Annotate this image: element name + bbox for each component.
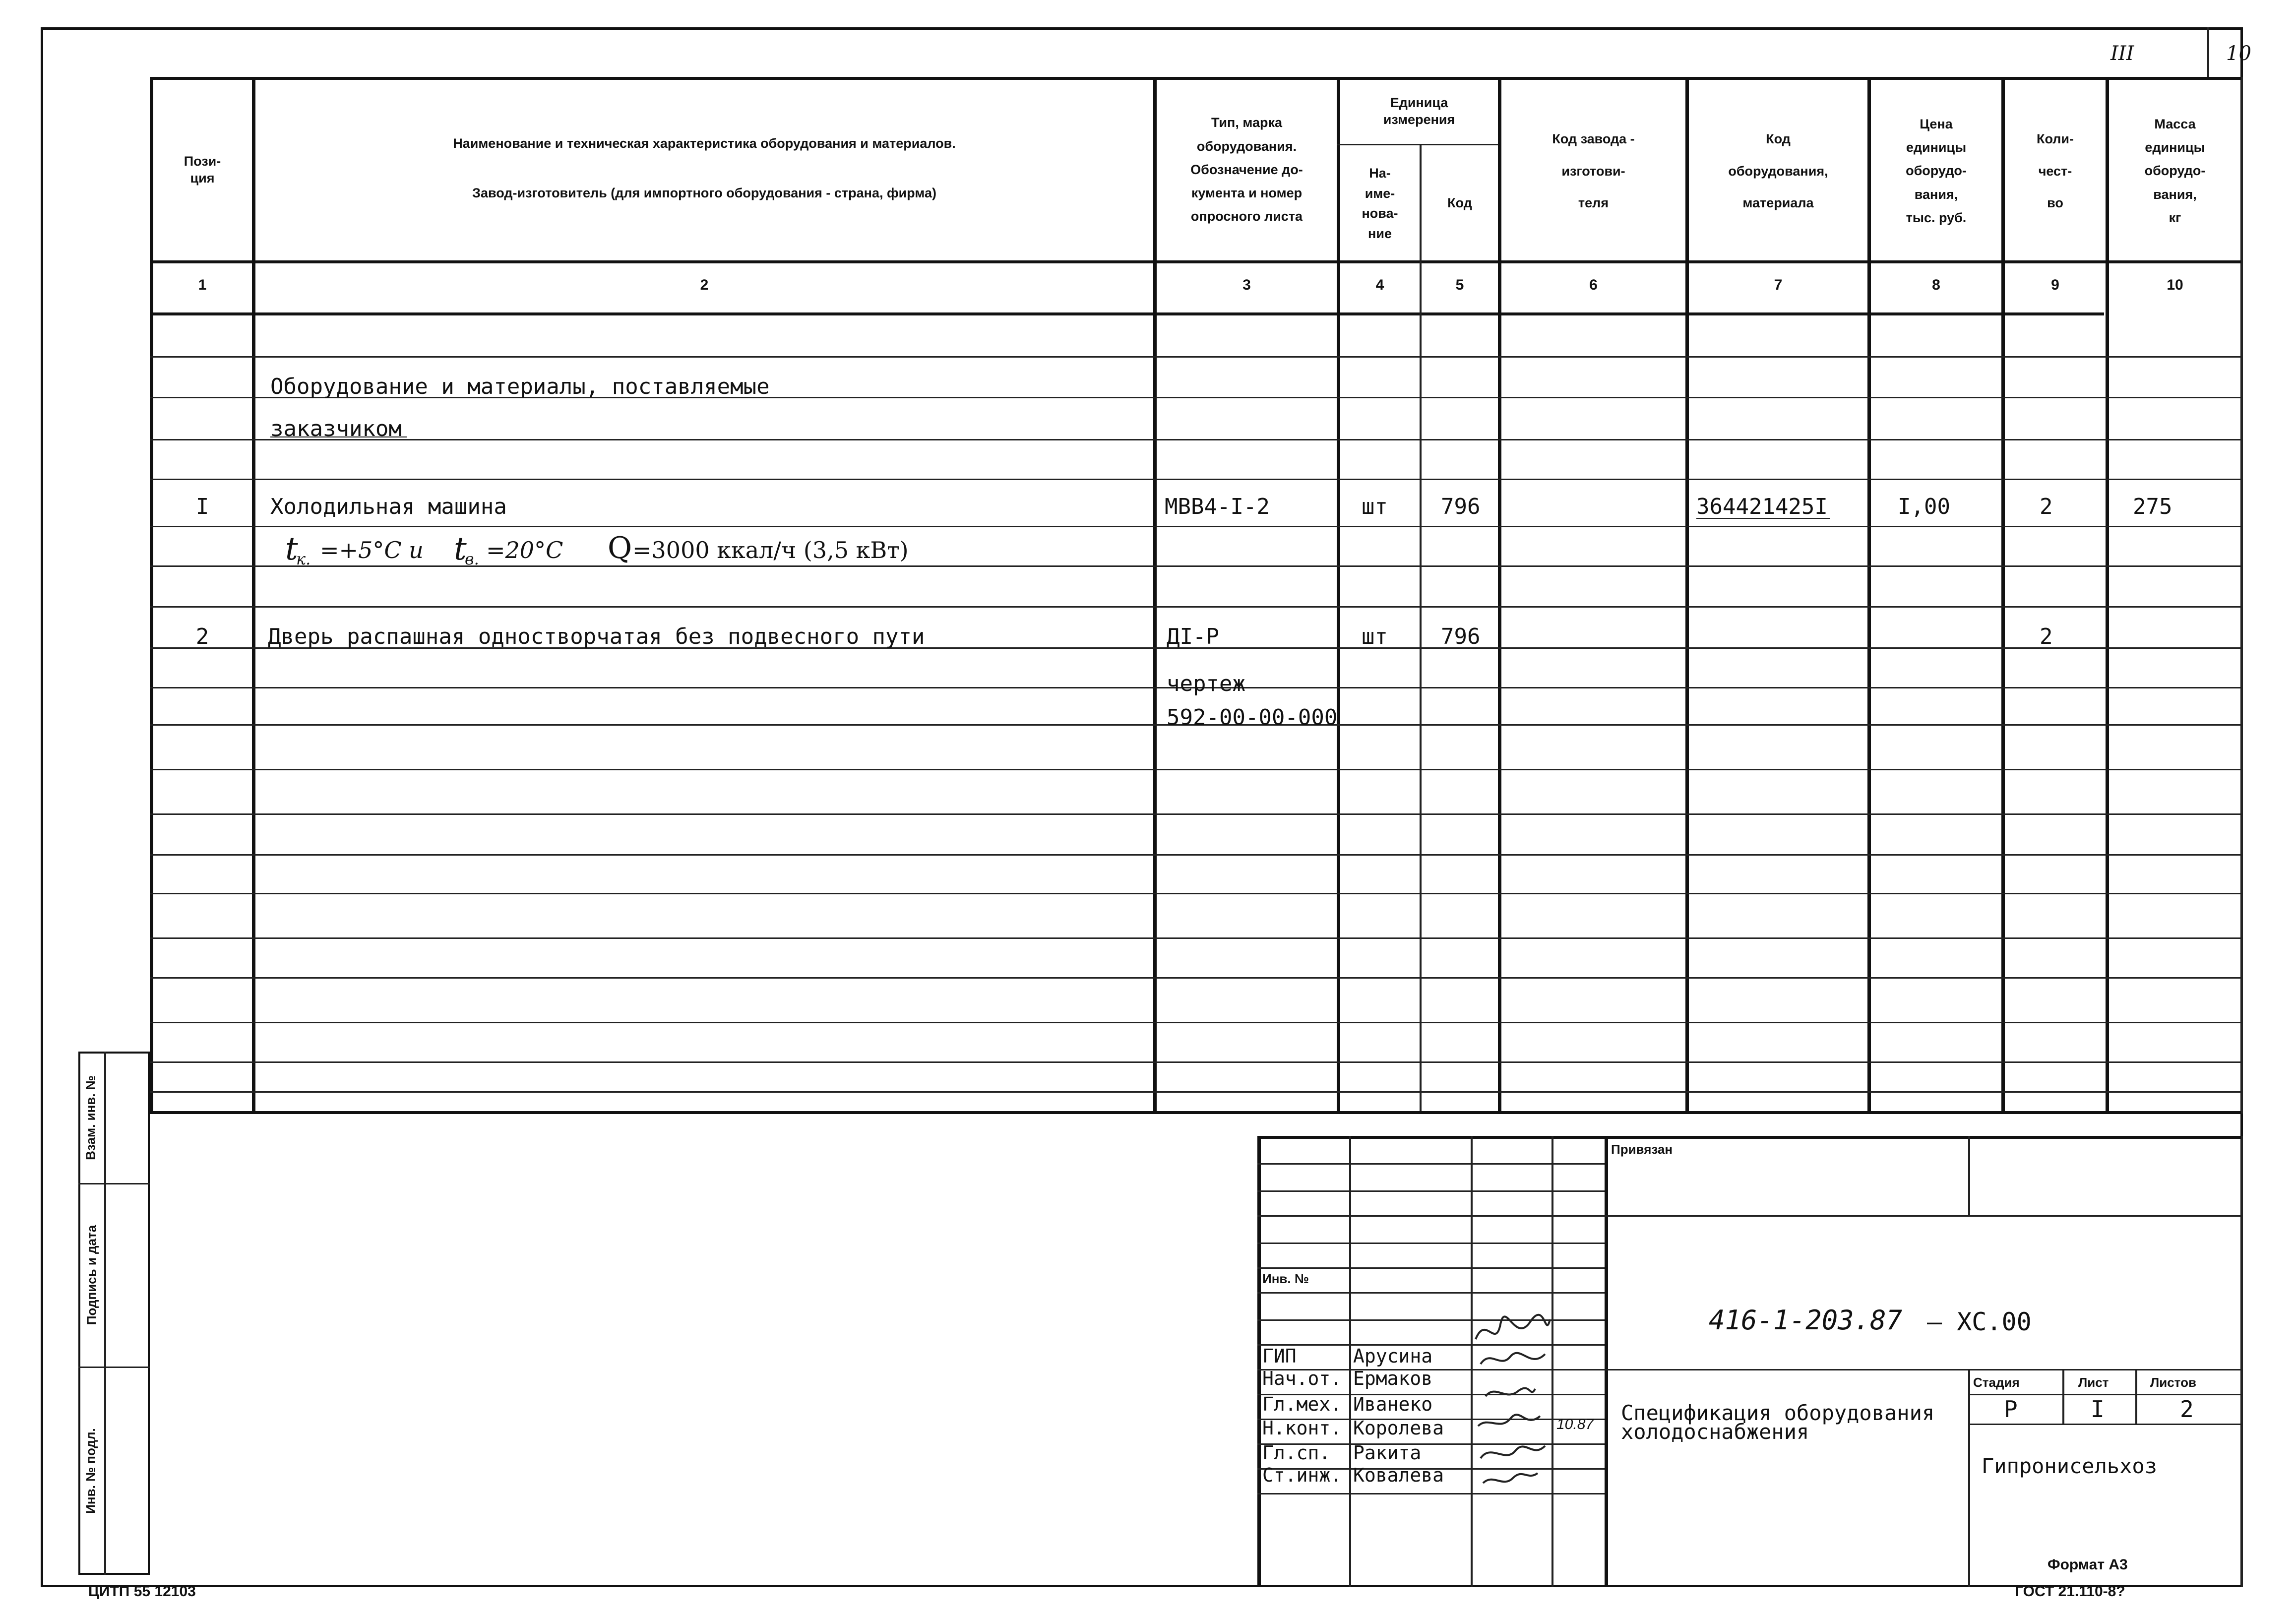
item1-price: I,00 (1898, 494, 1950, 519)
side-stamp-divider (104, 1052, 106, 1575)
param-tk-sub: к. (296, 550, 311, 568)
header-factory-code: Код завода - изготови- теля (1552, 131, 1635, 211)
item1-parameters (285, 531, 1079, 568)
signatures-handwritten (1471, 1309, 1555, 1498)
header-position: Пози- ция (184, 153, 221, 186)
section-title-line2: заказчиком (270, 416, 402, 441)
title-block-person-name: Ковалева (1353, 1464, 1444, 1486)
header-unit-name: На- име- нова- ние (1362, 166, 1398, 241)
tb-col-e (1968, 1136, 1970, 1215)
tb-stage-value: Р (2004, 1396, 2018, 1423)
item1-quantity: 2 (2040, 494, 2053, 519)
tb-privyazan-label: Привязан (1611, 1142, 1673, 1157)
table-colnum-bottom (150, 312, 2104, 315)
sheet-top-left: III (2110, 42, 2134, 65)
header-type: Тип, марка оборудования. Обозначение до- кумента и номер опросного листа (1190, 115, 1303, 224)
title-block-row-line (1257, 1215, 1605, 1217)
tb-top (1257, 1136, 2243, 1139)
item1-equipment-code: 364421425I (1696, 494, 1828, 519)
table-row-line (150, 439, 2243, 440)
header-mass: Масса единицы оборудо- вания, кг (2144, 116, 2206, 225)
table-row-line (150, 356, 2243, 358)
table-row-line (150, 854, 2243, 856)
title-block-row-line (1257, 1267, 1605, 1269)
table-row-line (150, 977, 2243, 979)
tb-col-right (2241, 1136, 2243, 1587)
tb-date-note: 10.87 (1556, 1416, 1594, 1432)
side-stamp-row2 (78, 1367, 150, 1368)
side-stamp-orig-inv: Инв. № подл. (83, 1428, 98, 1514)
table-row-line (150, 1091, 2243, 1093)
col-line-10 (2241, 77, 2243, 1114)
col-line-1 (252, 77, 255, 1114)
table-row-line (150, 893, 2243, 894)
col-line-3 (1337, 77, 1340, 1114)
param-tk-value: =+5°С и (320, 537, 424, 563)
title-block-row-line (1257, 1292, 1605, 1294)
header-name-line1: Наименование и техническая характеристика оборудования и материалов. (453, 136, 956, 151)
param-q-value: =3000 ккал/ч (3,5 кВт) (632, 537, 909, 563)
tb-inv-label: Инв. № (1262, 1271, 1309, 1286)
tb-left (1257, 1136, 1261, 1587)
side-stamp-row1 (78, 1183, 150, 1184)
col-number-6: 6 (1589, 277, 1598, 293)
tb-code-bottom (1605, 1369, 2243, 1370)
item1-position: I (195, 494, 209, 519)
col-number-9: 9 (2051, 277, 2059, 293)
title-block-row-line (1257, 1243, 1605, 1244)
footer-gost: ГОСТ 21.110-8? (2015, 1583, 2125, 1600)
col-line-2 (1153, 77, 1157, 1114)
col-line-5 (1498, 77, 1501, 1114)
item2-doc-line1: чертеж (1167, 671, 1245, 696)
col-number-8: 8 (1932, 277, 1940, 293)
item1-unit: шт (1362, 494, 1388, 519)
col-number-10: 10 (2167, 277, 2183, 293)
title-block-person-name: Ракита (1353, 1442, 1422, 1464)
item2-name: Дверь распашная одностворчатая без подвесного пути (268, 624, 925, 649)
col-line-6 (1685, 77, 1689, 1114)
tb-title-line1: Спецификация оборудования (1621, 1401, 1935, 1425)
col-number-4: 4 (1375, 277, 1384, 293)
item1-unit-code: 796 (1441, 494, 1481, 519)
item1-type: МВВ4-I-2 (1165, 494, 1270, 519)
table-row-line (150, 813, 2243, 815)
title-block-role: ГИП (1262, 1345, 1297, 1367)
title-block-person-name: Иванеко (1353, 1393, 1433, 1415)
title-block-role: Ст.инж. (1262, 1464, 1342, 1486)
table-row-line (150, 1022, 2243, 1023)
table-top-line (150, 77, 2243, 80)
item2-unit: шт (1362, 624, 1388, 649)
section-title-line1: Оборудование и материалы, поставляемые (270, 374, 770, 399)
footer-print-code: ЦИТП 55 12103 (88, 1583, 196, 1600)
tb-doc-code: 416-1-203.87 (1709, 1305, 1903, 1336)
tb-sheet-value: I (2091, 1396, 2105, 1423)
header-quantity: Коли- чест- во (2036, 131, 2074, 211)
unit-group-split (1337, 144, 1498, 145)
title-block-role: Гл.мех. (1262, 1393, 1342, 1415)
table-row-line (150, 526, 2243, 527)
header-unit-group: Единица измерения (1383, 95, 1455, 127)
tb-sheets-label: Листов (2150, 1375, 2196, 1390)
table-header-bottom (150, 260, 2243, 263)
table-row-line (150, 1061, 2243, 1063)
param-q-symbol: Q (608, 531, 632, 565)
tb-stage-header-bottom (1968, 1394, 2243, 1395)
title-block-row-line (1257, 1163, 1605, 1165)
header-equipment-code: Код оборудования, материала (1728, 131, 1828, 211)
tb-stage-label: Стадия (1973, 1375, 2020, 1390)
title-block-role: Гл.сп. (1262, 1442, 1331, 1464)
table-row-line (150, 479, 2243, 480)
tb-col-g (2062, 1369, 2064, 1424)
tb-privyazan-bottom (1605, 1215, 2243, 1217)
tb-col-f (1968, 1369, 1970, 1587)
title-block-role: Н.конт. (1262, 1417, 1342, 1439)
underline-item1-eqcode (1696, 518, 1830, 519)
tb-col-d (1605, 1136, 1608, 1587)
col-number-1: 1 (198, 277, 207, 293)
tb-organization: Гипронисельхоз (1982, 1454, 2158, 1478)
col-number-2: 2 (700, 277, 709, 293)
item2-position: 2 (195, 624, 209, 649)
item2-unit-code: 796 (1441, 624, 1481, 649)
sheet-top-number: 10 (2226, 42, 2251, 65)
tb-title-line2: холодоснабжения (1621, 1420, 1809, 1444)
col-number-3: 3 (1242, 277, 1251, 293)
item2-type: ДI-Р (1167, 624, 1219, 649)
side-stamp-signature-date: Подпись и дата (84, 1225, 99, 1325)
title-block-role: Нач.от. (1262, 1368, 1342, 1389)
underline-section (270, 436, 407, 437)
table-row-line (150, 937, 2243, 939)
param-tk-symbol: t (285, 531, 298, 567)
header-price: Цена единицы оборудо- вания, тыс. руб. (1906, 116, 1967, 225)
col-line-9 (2106, 77, 2109, 1114)
tb-col-h (2135, 1369, 2137, 1424)
param-tb-symbol: t (454, 531, 467, 567)
item2-doc-line2: 592-00-00-000 (1167, 705, 1338, 730)
tb-sheet-label: Лист (2078, 1375, 2109, 1390)
col-number-7: 7 (1774, 277, 1783, 293)
table-row-line (150, 769, 2243, 770)
title-block-person-name: Арусина (1353, 1345, 1433, 1367)
item2-quantity: 2 (2040, 624, 2053, 649)
table-row-line (150, 606, 2243, 608)
tb-doc-code-suffix: — ХС.00 (1927, 1307, 2032, 1336)
title-block-person-name: Ермаков (1353, 1368, 1433, 1389)
underline-item2 (268, 648, 957, 649)
item1-mass: 275 (2133, 494, 2172, 519)
side-stamp-replace-inv: Взам. инв. № (83, 1075, 98, 1160)
param-tb-value: =20°С (486, 537, 563, 563)
item1-name: Холодильная машина (270, 494, 507, 519)
header-unit-code: Код (1447, 195, 1472, 211)
tb-sheets-value: 2 (2180, 1396, 2194, 1423)
col-number-5: 5 (1455, 277, 1464, 293)
tb-col-a (1349, 1136, 1351, 1587)
sheet-number-divider (2207, 27, 2209, 79)
table-bottom-line (150, 1111, 2243, 1114)
col-line-8 (2001, 77, 2005, 1114)
col-line-7 (1867, 77, 1871, 1114)
header-name-line2: Завод-изготовитель (для импортного оборудования - страна, фирма) (472, 186, 936, 201)
title-block-person-name: Королева (1353, 1417, 1444, 1439)
title-block-row-line (1257, 1190, 1605, 1192)
param-tb-sub: в. (465, 550, 479, 568)
tb-stage-value-bottom (1968, 1424, 2243, 1425)
footer-format: Формат А3 (2048, 1556, 2128, 1573)
